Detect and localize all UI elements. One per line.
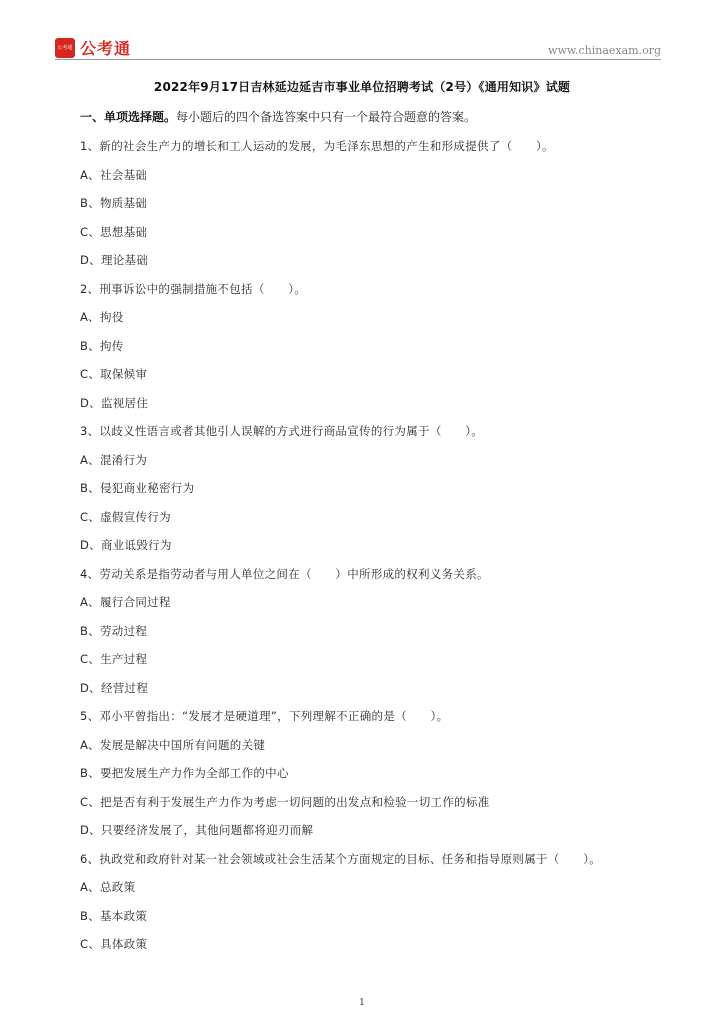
question-5-stem: 5、邓小平曾指出：“发展才是硬道理”，下列理解不正确的是（ ）。 [80,709,449,723]
question-2-option-b: B、拘传 [80,339,124,353]
question-3-option-c: C、虚假宣传行为 [80,510,171,524]
logo-badge-icon: 公考通 [55,38,75,58]
question-2-stem: 2、刑事诉讼中的强制措施不包括（ ）。 [80,282,307,296]
question-1-option-c: C、思想基础 [80,225,148,239]
page-header [55,34,661,60]
section-instruction: 每小题后的四个备选答案中只有一个最符合题意的答案。 [176,110,477,124]
question-4-option-a: A、履行合同过程 [80,595,171,609]
question-1-option-b: B、物质基础 [80,196,148,210]
question-5-option-a: A、发展是解决中国所有问题的关键 [80,738,266,752]
question-3-option-d: D、商业诋毁行为 [80,538,172,552]
question-3-option-a: A、混淆行为 [80,453,148,467]
site-url: www.chinaexam.org [548,44,661,57]
question-3-option-b: B、侵犯商业秘密行为 [80,481,195,495]
header-divider [55,59,661,60]
question-6-option-c: C、具体政策 [80,937,148,951]
question-1-option-a: A、社会基础 [80,168,148,182]
question-2-option-d: D、监视居住 [80,396,149,410]
section-heading [80,108,476,125]
question-3-stem: 3、以歧义性语言或者其他引人误解的方式进行商品宣传的行为属于（ ）。 [80,424,484,438]
page-number: 1 [359,998,365,1008]
section-label: 一、单项选择题。 [80,110,177,124]
question-1-stem: 1、新的社会生产力的增长和工人运动的发展，为毛泽东思想的产生和形成提供了（ ）。 [80,139,554,153]
question-4-option-b: B、劳动过程 [80,624,148,638]
question-2-option-c: C、取保候审 [80,367,148,381]
question-4-option-c: C、生产过程 [80,652,148,666]
brand-logo [55,36,131,59]
question-6-stem: 6、执政党和政府针对某一社会领域或社会生活某个方面规定的目标、任务和指导原则属于（ ）。 [80,852,602,866]
question-4-option-d: D、经营过程 [80,681,149,695]
question-6-option-b: B、基本政策 [80,909,148,923]
question-2-option-a: A、拘役 [80,310,124,324]
question-5-option-d: D、只要经济发展了，其他问题都将迎刃而解 [80,823,314,837]
question-4-stem: 4、劳动关系是指劳动者与用人单位之间在（ ）中所形成的权利义务关系。 [80,567,489,581]
question-6-option-a: A、总政策 [80,880,136,894]
question-5-option-c: C、把是否有利于发展生产力作为考虑一切问题的出发点和检验一切工作的标准 [80,795,490,809]
question-1-option-d: D、理论基础 [80,253,149,267]
logo-text: 公考通 [80,39,132,58]
document-title: 2022年9月17日吉林延边延吉市事业单位招聘考试（2号）《通用知识》试题 [153,80,571,94]
question-5-option-b: B、要把发展生产力作为全部工作的中心 [80,766,289,780]
